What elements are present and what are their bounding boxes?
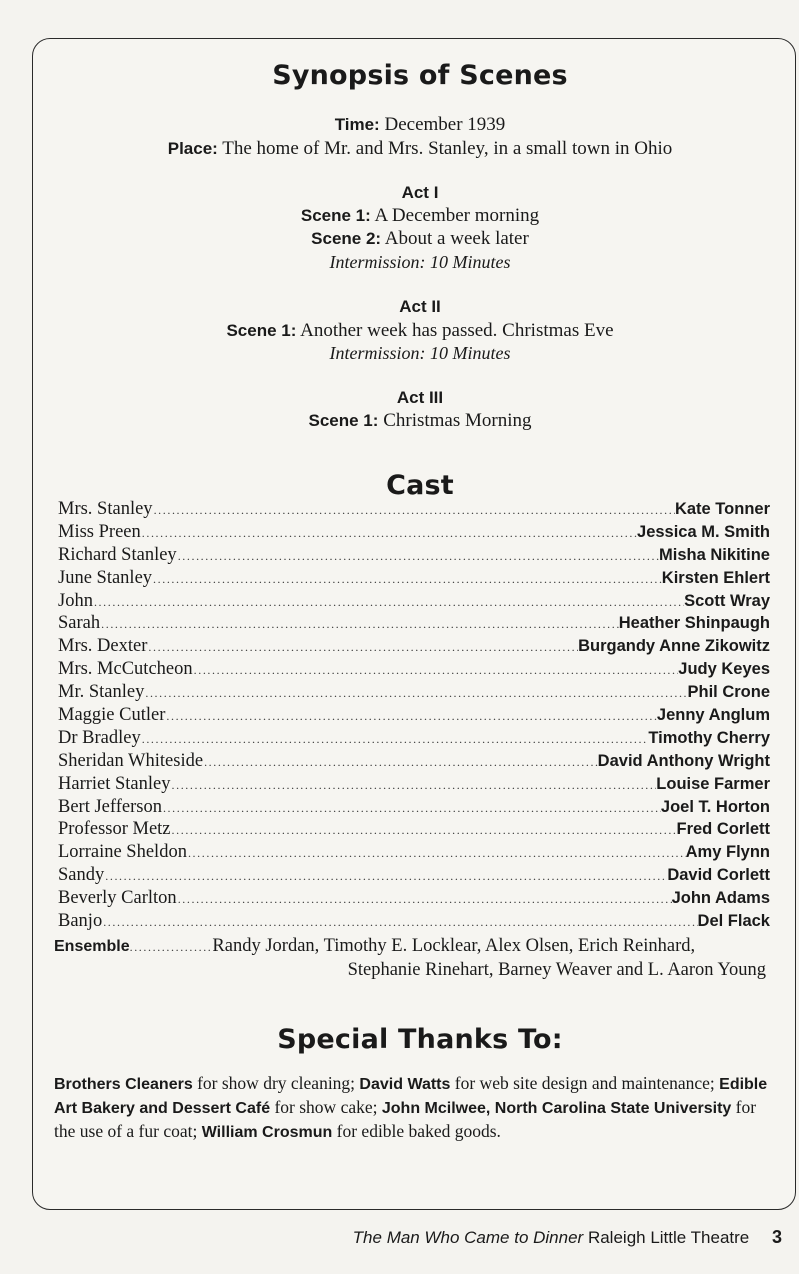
leader-dots — [141, 526, 637, 541]
scene-text: About a week later — [384, 228, 529, 249]
leader-dots — [100, 617, 619, 632]
thanks-name: William Crosmun — [201, 1124, 333, 1141]
place-value: The home of Mr. and Mrs. Stanley, in a small town in Ohio — [222, 138, 673, 159]
cast-actor: David Anthony Wright — [597, 751, 770, 770]
cast-actor: Burgandy Anne Zikowitz — [578, 637, 770, 656]
act-2-title: Act II — [399, 297, 441, 316]
cast-actor: Amy Flynn — [685, 843, 770, 862]
thanks-name: Brothers Cleaners — [54, 1076, 193, 1093]
cast-role: Harriet Stanley — [58, 773, 171, 794]
leader-dots — [144, 686, 687, 701]
cast-actor: Joel T. Horton — [660, 797, 770, 816]
cast-list — [58, 499, 770, 934]
act-1-scene-1 — [40, 205, 799, 227]
cast-row — [58, 568, 770, 591]
cast-actor: John Adams — [671, 889, 770, 908]
ensemble-names-1: Randy Jordan, Timothy E. Locklear, Alex Olsen, Erich Reinhard, — [212, 936, 696, 956]
thanks-paragraph — [54, 1072, 774, 1144]
cast-role: Maggie Cutler — [58, 705, 166, 726]
cast-row — [58, 591, 770, 614]
thanks-text: for show cake; — [274, 1097, 378, 1117]
scene-label: Scene 1: — [308, 411, 379, 430]
thanks-name: John Mcilwee, North Carolina State University — [381, 1100, 732, 1117]
cast-row — [58, 636, 770, 659]
cast-actor: Misha Nikitine — [659, 545, 770, 564]
cast-role: John — [58, 590, 93, 611]
leader-dots — [153, 503, 675, 518]
cast-role: Richard Stanley — [58, 544, 177, 565]
cast-actor: Fred Corlett — [676, 820, 770, 839]
cast-role: Dr Bradley — [58, 727, 141, 748]
leader-dots — [193, 663, 679, 678]
leader-dots — [171, 823, 677, 838]
cast-row — [58, 499, 770, 522]
cast-actor: Kirsten Ehlert — [661, 568, 770, 587]
synopsis-title: Synopsis of Scenes — [272, 60, 568, 91]
leader-dots — [203, 755, 598, 770]
act-2-scene-1 — [40, 320, 799, 342]
leader-dots — [152, 572, 662, 587]
place-label: Place: — [167, 139, 218, 158]
cast-role: Mrs. Dexter — [58, 636, 148, 657]
page-number: 3 — [771, 1227, 782, 1247]
cast-row — [58, 705, 770, 728]
cast-row — [58, 888, 770, 911]
act-1-scene-2 — [40, 228, 799, 250]
time-value: December 1939 — [384, 114, 506, 135]
cast-row — [58, 751, 770, 774]
act-2-intermission: Intermission: 10 Minutes — [329, 343, 511, 363]
cast-role: Professor Metz — [58, 819, 171, 840]
cast-row — [58, 728, 770, 751]
cast-actor: Timothy Cherry — [648, 728, 770, 747]
leader-dots — [147, 640, 578, 655]
ensemble-names-2: Stephanie Rinehart, Barney Weaver and L. Aaron Young — [347, 960, 766, 980]
cast-actor: Jessica M. Smith — [637, 522, 770, 541]
cast-actor: Scott Wray — [684, 591, 770, 610]
scene-label: Scene 2: — [311, 229, 382, 248]
cast-row — [58, 842, 770, 865]
footer-theatre: Raleigh Little Theatre — [587, 1228, 750, 1247]
leader-dots — [102, 915, 697, 930]
cast-actor: David Corlett — [667, 866, 770, 885]
cast-row — [58, 797, 770, 820]
leader-dots — [141, 732, 649, 747]
cast-actor: Judy Keyes — [678, 660, 770, 679]
cast-actor: Phil Crone — [687, 683, 770, 702]
scene-label: Scene 1: — [300, 206, 371, 225]
cast-role: June Stanley — [58, 567, 153, 588]
thanks-text: for web site design and maintenance; — [454, 1073, 715, 1093]
cast-role: Banjo — [58, 911, 103, 932]
leader-dots — [187, 846, 686, 861]
cast-actor: Louise Farmer — [656, 774, 770, 793]
time-line — [40, 114, 799, 136]
thanks-text: for edible baked goods. — [336, 1121, 501, 1141]
cast-role: Mr. Stanley — [58, 682, 145, 703]
thanks-name: David Watts — [359, 1076, 451, 1093]
cast-row — [58, 613, 770, 636]
place-line — [40, 138, 799, 160]
leader-dots — [165, 709, 657, 724]
scene-label: Scene 1: — [226, 321, 297, 340]
cast-row — [58, 522, 770, 545]
cast-actor: Jenny Anglum — [656, 706, 770, 725]
cast-role: Mrs. McCutcheon — [58, 659, 193, 680]
thanks-text: for the use of a fur coat; — [54, 1097, 757, 1141]
leader-dots — [171, 778, 657, 793]
leader-dots — [177, 549, 659, 564]
footer-show-title: The Man Who Came to Dinner — [352, 1228, 584, 1247]
page-footer — [353, 1227, 782, 1248]
ensemble-label: Ensemble — [54, 938, 130, 955]
cast-role: Sarah — [58, 613, 101, 634]
leader-dots — [104, 869, 667, 884]
cast-role: Miss Preen — [58, 521, 141, 542]
act-1-intermission: Intermission: 10 Minutes — [329, 252, 511, 272]
cast-role: Lorraine Sheldon — [58, 842, 187, 863]
cast-row — [58, 682, 770, 705]
cast-row — [58, 865, 770, 888]
cast-row — [58, 819, 770, 842]
thanks-title: Special Thanks To: — [277, 1024, 563, 1055]
act-3-scene-1 — [40, 410, 799, 432]
cast-role: Sandy — [58, 865, 105, 886]
cast-row — [58, 774, 770, 797]
thanks-name: Edible Art Bakery and Dessert Café — [54, 1076, 768, 1117]
cast-role: Mrs. Stanley — [58, 499, 153, 519]
scene-text: Christmas Morning — [383, 410, 532, 431]
cast-row — [58, 659, 770, 682]
cast-row — [58, 911, 770, 934]
cast-role: Bert Jefferson — [58, 796, 162, 817]
leader-dots — [162, 801, 661, 816]
time-label: Time: — [334, 115, 380, 134]
cast-actor: Del Flack — [697, 912, 770, 931]
cast-role: Beverly Carlton — [58, 888, 177, 909]
cast-actor: Heather Shinpaugh — [618, 614, 770, 633]
cast-row — [58, 545, 770, 568]
scene-text: Another week has passed. Christmas Eve — [300, 320, 614, 341]
act-3-title: Act III — [396, 388, 444, 407]
act-1-title: Act I — [401, 183, 439, 202]
cast-actor: Kate Tonner — [674, 500, 770, 518]
leader-dots — [177, 892, 672, 907]
cast-title: Cast — [386, 470, 454, 501]
thanks-text: for show dry cleaning; — [197, 1073, 356, 1093]
leader-dots — [93, 595, 684, 610]
leader-dots: .................. — [129, 940, 213, 954]
scene-text: A December morning — [374, 205, 540, 226]
ensemble-line-1 — [54, 936, 695, 957]
cast-role: Sheridan Whiteside — [58, 750, 204, 771]
